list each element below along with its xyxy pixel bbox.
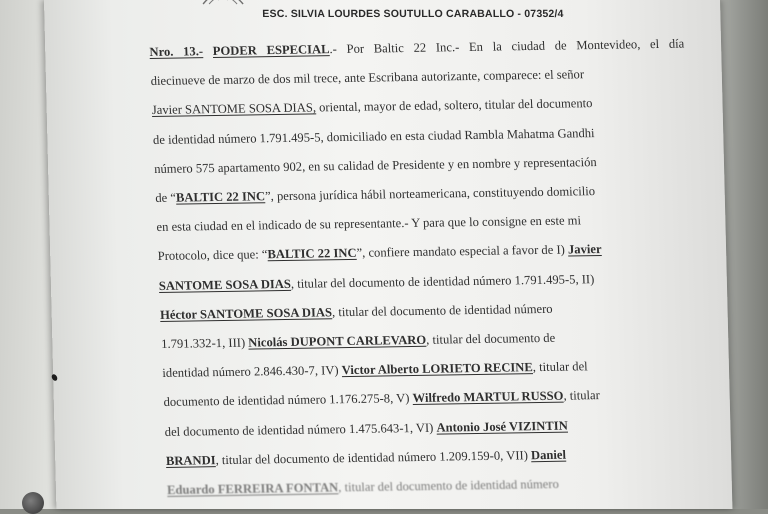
notary-header: ESC. SILVIA LOURDES SOUTULLO CARABALLO - 07352/4 bbox=[262, 8, 564, 20]
text-line-16: Eduardo FERREIRA FONTAN, titular del documento de identidad número bbox=[166, 476, 560, 497]
text-line-4: de identidad número 1.791.495-5, domiciliado en esta ciudad Rambla Mahatma Gandhi bbox=[152, 125, 595, 147]
agent-name: Daniel bbox=[530, 447, 567, 463]
text-line-7: en esta ciudad en el indicado de su representante.- Y para que lo consigne en este mi bbox=[156, 213, 582, 235]
text-line-15: BRANDI, titular del documento de identidad número 1.209.159-0, VII) Daniel bbox=[165, 447, 567, 468]
company-name: BALTIC 22 INC bbox=[175, 189, 266, 205]
text-line-2: diecinueve de marzo de dos mil trece, ante Escribana autorizante, comparece: el señor bbox=[150, 67, 585, 89]
agent-name: Javier bbox=[567, 242, 602, 257]
title-type: PODER ESPECIAL bbox=[212, 42, 330, 59]
agent-name: BRANDI bbox=[165, 453, 216, 468]
text-line-5: número 575 apartamento 902, en su calidad de Presidente y en nombre y representación bbox=[153, 154, 597, 176]
agent-name: SANTOME SOSA DIAS bbox=[158, 276, 292, 293]
agent-name: Héctor SANTOME SOSA DIAS bbox=[159, 305, 333, 322]
text-line-10: Héctor SANTOME SOSA DIAS, titular del documento de identidad número bbox=[159, 301, 553, 322]
text-line-12: identidad número 2.846.430-7, IV) Victor Alberto LORIETO RECINE, titular del bbox=[162, 359, 588, 381]
document-page bbox=[44, 0, 732, 509]
text-line-1: Nro. 13.- PODER ESPECIAL.- Por Baltic 22 Inc.- En la ciudad de Montevideo, el día bbox=[149, 36, 685, 59]
title-number: Nro. 13.- bbox=[149, 44, 204, 59]
text-line-6: de “BALTIC 22 INC”, persona jurídica hábil norteamericana, constituyendo domicilio bbox=[155, 184, 596, 205]
agent-name: Victor Alberto LORIETO RECINE bbox=[341, 360, 534, 378]
agent-name: Eduardo FERREIRA FONTAN bbox=[166, 480, 339, 497]
agent-name: Nicolás DUPONT CARLEVARO bbox=[247, 332, 427, 350]
document-body bbox=[149, 30, 702, 506]
binder-ring bbox=[22, 492, 44, 514]
agent-name: Wilfredo MARTUL RUSSO bbox=[412, 389, 564, 406]
agent-name: Antonio José VIZINTIN bbox=[436, 418, 569, 435]
text-line-13: documento de identidad número 1.176.275-8, V) Wilfredo MARTUL RUSSO, titular bbox=[163, 388, 601, 410]
grantor-name: Javier SANTOME SOSA DIAS, bbox=[151, 100, 317, 118]
text-line-8: Protocolo, dice que: “BALTIC 22 INC”, confiere mandato especial a favor de I) Javier bbox=[157, 242, 602, 264]
text-line-3: Javier SANTOME SOSA DIAS, oriental, mayor de edad, soltero, titular del documento bbox=[151, 96, 593, 118]
text-line-9: SANTOME SOSA DIAS, titular del documento de identidad número 1.791.495-5, II) bbox=[158, 271, 595, 293]
text-line-11: 1.791.332-1, III) Nicolás DUPONT CARLEVARO, titular del documento de bbox=[160, 330, 556, 351]
text-line-14: del documento de identidad número 1.475.643-1, VI) Antonio José VIZINTIN bbox=[164, 418, 569, 439]
company-name: BALTIC 22 INC bbox=[267, 246, 357, 262]
notary-seal-icon bbox=[199, 0, 248, 8]
